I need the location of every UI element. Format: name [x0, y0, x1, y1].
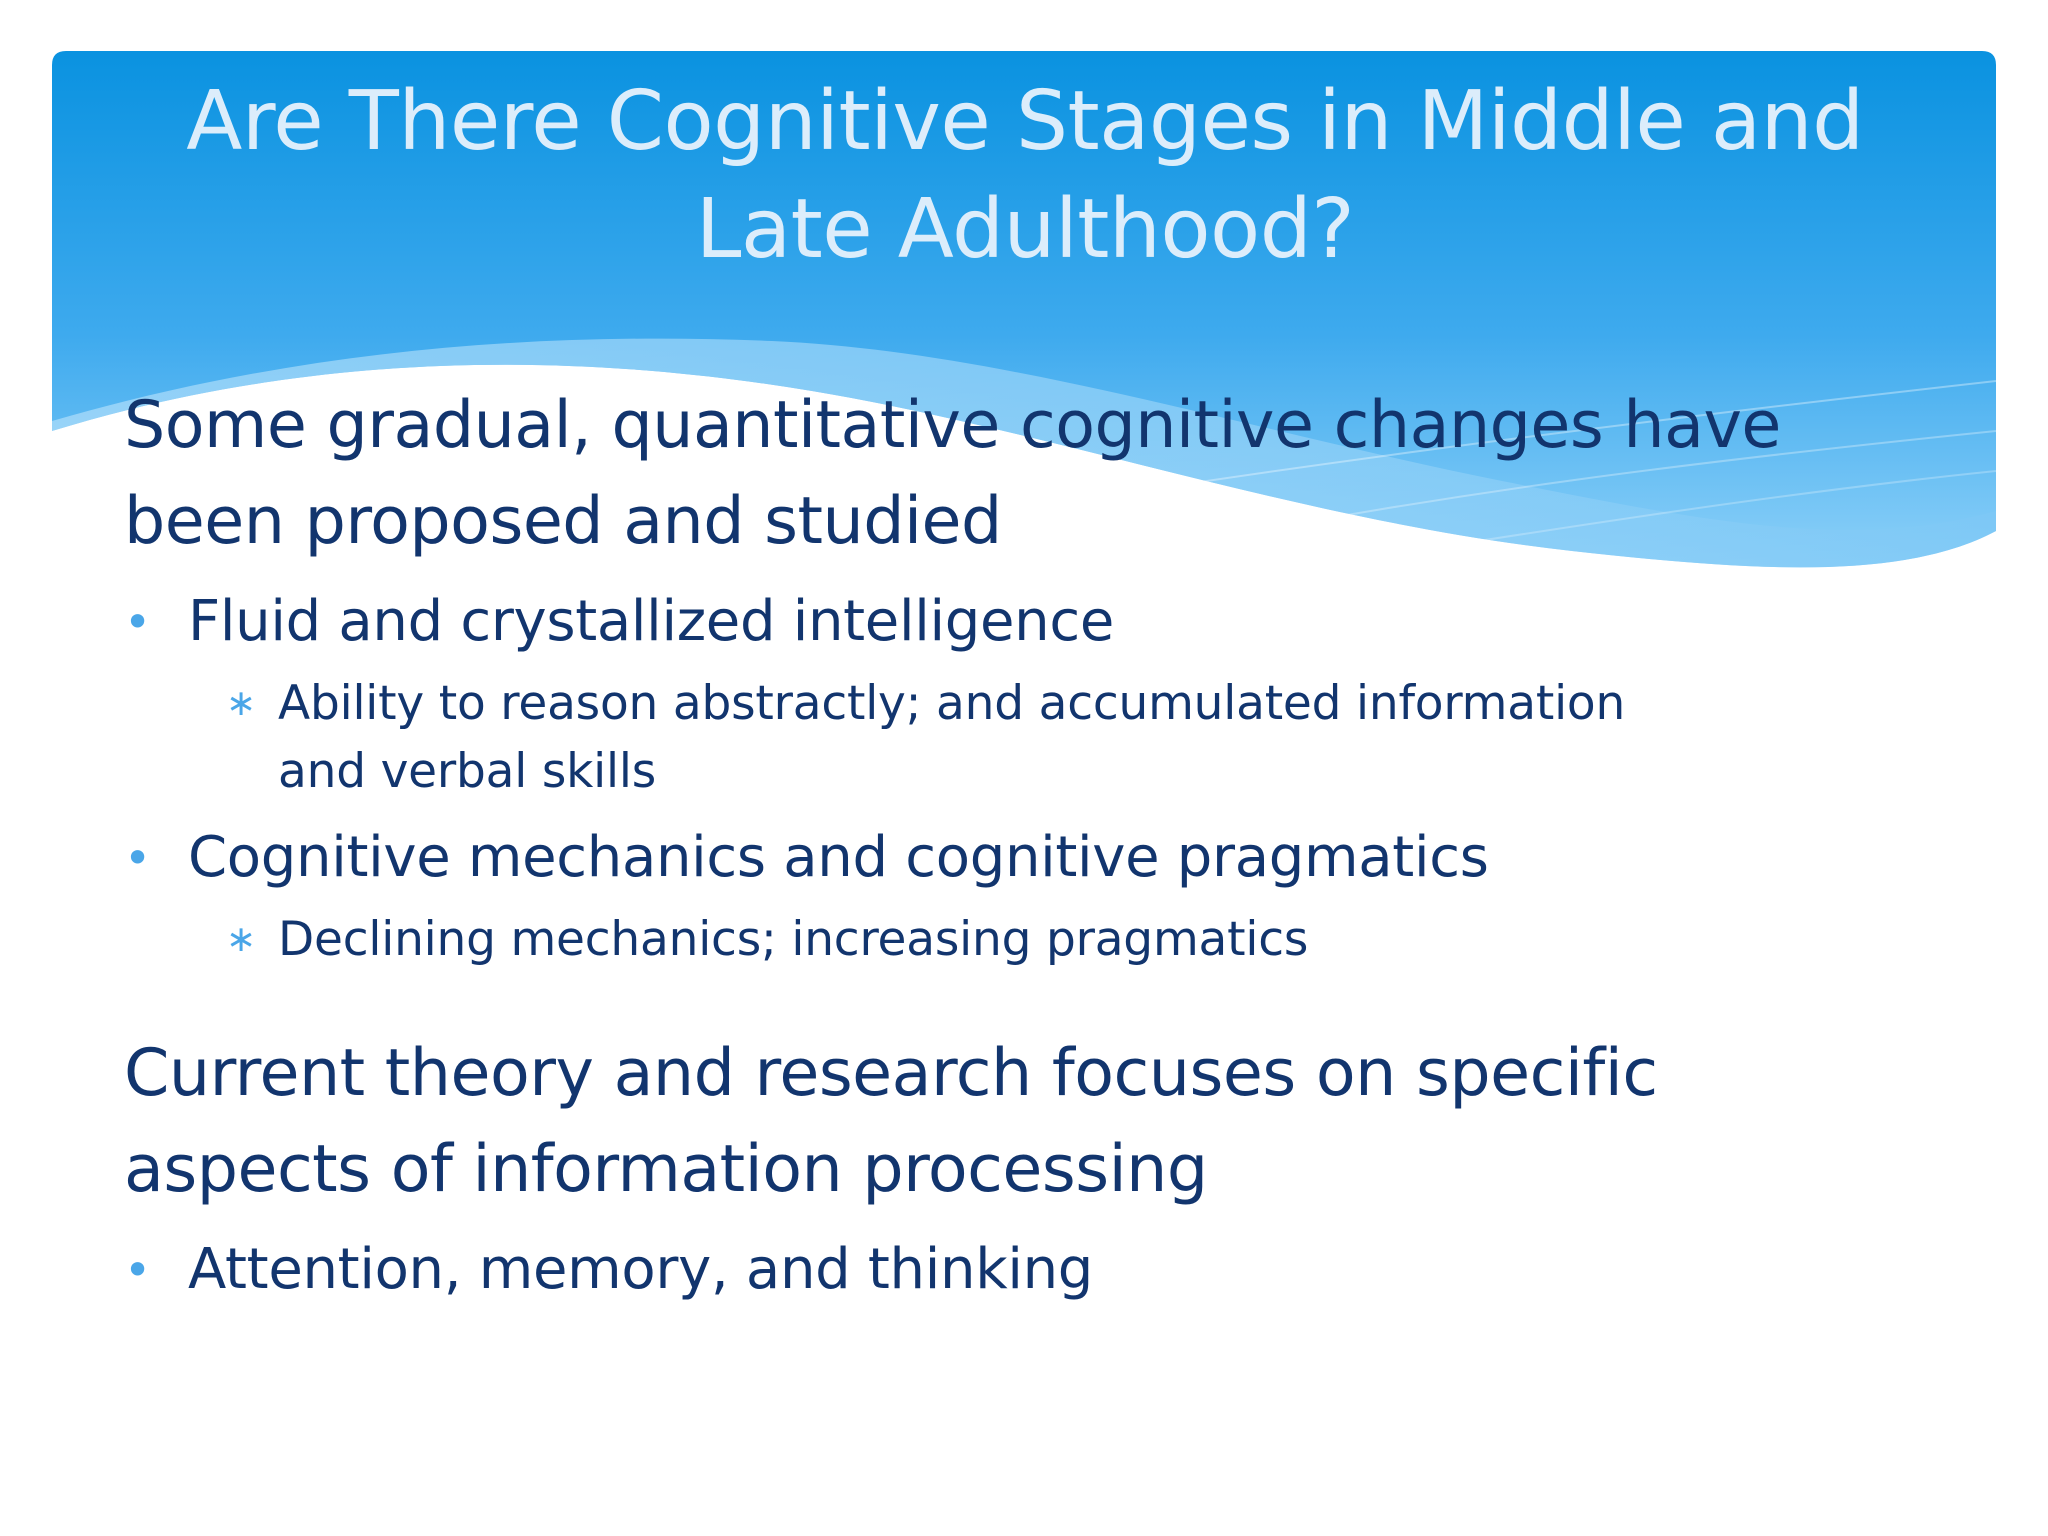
sub-bullet-item	[226, 906, 1924, 974]
bullet-dot-icon: •	[124, 595, 152, 649]
sub-bullet-text: Ability to reason abstractly; and accumulated information and verbal skills	[278, 676, 1626, 799]
bullet-text: Attention, memory, and thinking	[188, 1237, 1094, 1302]
bullet-text: Fluid and crystallized intelligence	[188, 589, 1114, 654]
sub-bullet-text: Declining mechanics; increasing pragmatics	[278, 912, 1309, 967]
slide-content	[124, 378, 1924, 1312]
asterisk-bullet-icon: ∗	[226, 683, 257, 724]
section-heading-1: Some gradual, quantitative cognitive changes have been proposed and studied	[124, 388, 1781, 559]
bullet-item	[124, 580, 1924, 664]
bullet-dot-icon: •	[124, 1243, 152, 1297]
slide-title: Are There Cognitive Stages in Middle and Late Adulthood?	[186, 74, 1864, 277]
asterisk-bullet-icon: ∗	[226, 919, 257, 960]
bullet-dot-icon: •	[124, 831, 152, 885]
bullet-text: Cognitive mechanics and cognitive pragmatics	[188, 825, 1489, 890]
bullet-item	[124, 816, 1924, 900]
bullet-item	[124, 1228, 1924, 1312]
section-heading-2: Current theory and research focuses on specific aspects of information processing	[124, 1036, 1658, 1207]
sub-bullet-item	[226, 670, 1924, 806]
